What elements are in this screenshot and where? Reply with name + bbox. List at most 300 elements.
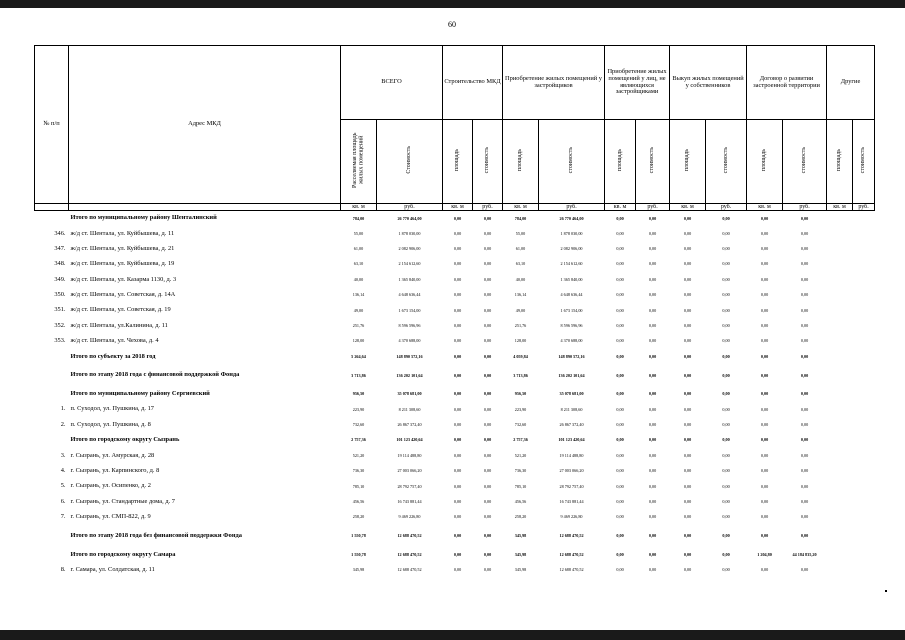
row-address: г. Сызрань, ул. Осипенко, д. 2 (70, 482, 151, 490)
row-value: 0,00 (648, 246, 657, 252)
row-value: 0,00 (616, 468, 624, 474)
row-value: 0,00 (648, 353, 657, 359)
row-value: 0,00 (453, 323, 462, 329)
row-address: ж/д ст. Шентала, ул. Куйбышева, д. 11 (70, 229, 175, 237)
unit-label: кв. м (670, 204, 706, 211)
row-value: 0,00 (453, 372, 462, 378)
unit-label: кв. м (443, 204, 473, 211)
row-value: 0,00 (683, 353, 692, 359)
row-value: 0,00 (760, 307, 769, 313)
row-value: 3 713,86 (351, 372, 366, 378)
row-value: 136 202 101,64 (396, 372, 423, 378)
row-number (35, 365, 69, 387)
row-value: 0,00 (683, 323, 692, 329)
row-value-empty (827, 226, 853, 241)
page-number: 60 (448, 20, 456, 29)
row-value: 0,00 (453, 514, 462, 520)
table-total-row (35, 525, 875, 547)
row-value: 0,00 (616, 391, 624, 397)
row-number: 3. (60, 451, 66, 459)
row-value: 12 688 470,52 (397, 567, 422, 573)
row-value: 0,00 (453, 276, 462, 282)
row-value: 0,00 (483, 391, 492, 397)
subcol-label: площадь (454, 149, 461, 172)
row-value: 0,00 (453, 215, 462, 221)
row-value: 0,00 (616, 483, 624, 489)
row-value-empty (853, 417, 875, 432)
row-value: 0,00 (760, 452, 769, 458)
row-value: 8 596 596,96 (560, 323, 583, 329)
row-value: 0,00 (453, 261, 462, 267)
row-value: 0,00 (616, 353, 624, 359)
row-number: 1. (60, 405, 66, 413)
row-value: 0,00 (453, 452, 462, 458)
row-value: 0,00 (616, 215, 624, 221)
row-value: 345,98 (514, 551, 527, 557)
row-value: 0,00 (722, 533, 730, 539)
row-value: 0,00 (760, 372, 769, 378)
row-value: 0,00 (483, 353, 492, 359)
row-value: 0,00 (648, 567, 657, 573)
subcol-label: стоимость (649, 146, 656, 174)
row-number: 6. (60, 497, 66, 505)
row-value: 0,00 (453, 498, 462, 504)
row-value: 0,00 (800, 230, 809, 236)
row-value: 0,00 (683, 372, 692, 378)
row-value-empty (827, 211, 853, 226)
row-value: 63,10 (515, 261, 526, 267)
row-value: 0,00 (760, 421, 769, 427)
row-value: 0,00 (800, 406, 809, 412)
row-value: 136,14 (352, 292, 365, 298)
row-value: 1 365 840,00 (398, 276, 421, 282)
row-value: 49,00 (515, 307, 526, 313)
row-address: п. Суходол, ул. Пушкина, д. 8 (70, 420, 151, 428)
row-address: ж/д ст. Шентала, ул.Калинина, д. 11 (70, 321, 168, 329)
row-value-empty (827, 547, 853, 562)
row-value: 0,00 (453, 406, 462, 412)
row-value: 0,00 (722, 276, 730, 282)
row-value: 0,00 (648, 468, 657, 474)
col-number-header: № п/п (35, 46, 69, 204)
group-header-other: Другие (827, 46, 875, 120)
row-value: 732,60 (514, 421, 527, 427)
table-row (35, 448, 875, 463)
unit-label: руб. (539, 204, 605, 211)
subcol-label: Стоимость (406, 146, 413, 174)
row-value: 0,00 (483, 452, 492, 458)
row-value-empty (853, 257, 875, 272)
row-value: 0,00 (648, 452, 657, 458)
row-value: 0,00 (483, 261, 492, 267)
subcol-label: стоимость (860, 146, 867, 174)
row-value: 0,00 (760, 437, 769, 443)
row-value: 0,00 (722, 421, 730, 427)
row-number: 4. (60, 466, 66, 474)
table-row (35, 402, 875, 417)
row-value: 0,00 (760, 338, 769, 344)
row-value-empty (853, 288, 875, 303)
row-value: 1 673 154,00 (398, 307, 421, 313)
row-value: 0,00 (760, 533, 769, 539)
row-value: 136,14 (514, 292, 527, 298)
row-value: 0,00 (616, 498, 624, 504)
row-value-empty (827, 349, 853, 364)
row-value: 0,00 (648, 498, 657, 504)
subcol-label: площадь (517, 149, 524, 172)
row-value: 258,20 (352, 514, 365, 520)
row-value: 456,56 (514, 498, 527, 504)
row-value: 0,00 (483, 483, 492, 489)
table-row (35, 242, 875, 257)
subcol-header (443, 120, 473, 204)
row-value: 0,00 (648, 551, 657, 557)
row-value: 0,00 (483, 323, 492, 329)
row-value-empty (827, 365, 853, 387)
row-value: 8 211 308,60 (560, 406, 583, 412)
row-value: 0,00 (760, 483, 769, 489)
row-value: 732,60 (352, 421, 365, 427)
row-value: 0,00 (722, 323, 730, 329)
table-total-row (35, 365, 875, 387)
row-value: 61,00 (353, 246, 364, 252)
row-value-empty (827, 448, 853, 463)
row-value: 4 370 688,00 (560, 338, 583, 344)
row-address: г. Сызрань, ул. Стандартные дома, д. 7 (70, 497, 175, 505)
row-value-empty (853, 464, 875, 479)
row-value: 26 867 372,40 (559, 421, 584, 427)
table-row (35, 272, 875, 287)
row-value: 0,00 (483, 567, 492, 573)
row-value-empty (853, 242, 875, 257)
row-value: 0,00 (800, 452, 809, 458)
row-address: г. Сызрань, ул. Карпинского, д. 8 (70, 466, 160, 474)
row-value: 1 365 840,00 (560, 276, 583, 282)
row-value: 251,76 (514, 323, 527, 329)
row-value: 0,00 (453, 391, 462, 397)
subcol-header (473, 120, 503, 204)
table-row (35, 464, 875, 479)
row-address: Итого по субъекту за 2018 год (70, 352, 156, 360)
row-value: 0,00 (483, 292, 492, 298)
table-row (35, 257, 875, 272)
row-value: 521,20 (514, 452, 527, 458)
row-value: 0,00 (760, 215, 769, 221)
row-value: 0,00 (616, 230, 624, 236)
unit-label: кв. м (605, 204, 636, 211)
row-value: 345,98 (514, 533, 527, 539)
table-row (35, 334, 875, 349)
row-value: 0,00 (800, 483, 809, 489)
unit-spacer (35, 204, 69, 211)
row-address: п. Суходол, ул. Пушкина, д. 17 (70, 405, 154, 413)
row-value: 736,30 (352, 468, 365, 474)
row-value: 456,56 (352, 498, 365, 504)
unit-spacer (69, 204, 341, 211)
row-value: 0,00 (453, 338, 462, 344)
row-value-empty (827, 494, 853, 509)
row-value: 0,00 (722, 307, 730, 313)
row-value: 0,00 (616, 406, 624, 412)
table-row (35, 494, 875, 509)
row-address: Итого по муниципальному району Сергиевский (70, 390, 210, 398)
row-value: 0,00 (648, 215, 657, 221)
row-value-empty (853, 563, 875, 578)
row-value-empty (827, 479, 853, 494)
row-value: 0,00 (722, 437, 730, 443)
row-value: 0,00 (648, 406, 657, 412)
subcol-label: площадь (761, 149, 768, 172)
subcol-header (377, 120, 443, 204)
row-value: 0,00 (760, 514, 769, 520)
table-header (35, 46, 875, 211)
row-value: 1 550,78 (351, 551, 366, 557)
row-value: 0,00 (616, 292, 624, 298)
row-value-empty (853, 402, 875, 417)
row-number: 350. (54, 291, 66, 299)
table-row (35, 479, 875, 494)
col-address-header: Адрес МКД (69, 46, 341, 204)
row-value: 0,00 (722, 261, 730, 267)
row-value: 148 890 572,16 (396, 353, 423, 359)
subcol-header (670, 120, 706, 204)
row-value: 251,76 (352, 323, 365, 329)
bottom-border-bar (0, 630, 905, 640)
row-value: 736,30 (514, 468, 527, 474)
row-value: 27 003 066,20 (397, 468, 422, 474)
row-value-empty (827, 303, 853, 318)
row-value: 61,00 (515, 246, 526, 252)
row-value-empty (827, 464, 853, 479)
row-value: 0,00 (722, 406, 730, 412)
subcol-header (853, 120, 875, 204)
row-value: 0,00 (453, 468, 462, 474)
unit-label: руб. (783, 204, 827, 211)
row-value: 0,00 (616, 567, 624, 573)
row-value: 223,90 (352, 406, 365, 412)
row-value: 0,00 (683, 498, 692, 504)
row-value: 0,00 (683, 514, 692, 520)
row-value-empty (853, 433, 875, 448)
table-row (35, 510, 875, 525)
subcol-header (605, 120, 636, 204)
row-value: 0,00 (683, 483, 692, 489)
row-value: 0,00 (722, 567, 730, 573)
row-value: 0,00 (800, 338, 809, 344)
row-number (35, 547, 69, 562)
row-value: 0,00 (483, 406, 492, 412)
row-value: 0,00 (453, 307, 462, 313)
row-value: 0,00 (683, 567, 692, 573)
row-value-empty (827, 563, 853, 578)
row-value: 0,00 (616, 551, 624, 557)
row-value: 0,00 (483, 514, 492, 520)
row-address: ж/д ст. Шентала, ул. Куйбышева, д. 21 (70, 244, 175, 252)
subcol-header (706, 120, 747, 204)
row-number (35, 433, 69, 448)
row-value: 40,00 (353, 276, 364, 282)
row-value-empty (853, 547, 875, 562)
subcol-header (503, 120, 539, 204)
row-value: 0,00 (483, 246, 492, 252)
row-value: 0,00 (683, 551, 692, 557)
row-value: 521,20 (352, 452, 365, 458)
row-value: 0,00 (683, 261, 692, 267)
table-row (35, 563, 875, 578)
row-address: г. Самара, ул. Солдатская, д. 11 (70, 565, 155, 573)
row-value: 0,00 (800, 437, 809, 443)
row-value: 0,00 (683, 391, 692, 397)
row-value: 0,00 (648, 372, 657, 378)
group-header-construction: Строительство МКД (443, 46, 503, 120)
row-value-empty (853, 479, 875, 494)
row-value: 0,00 (800, 391, 809, 397)
row-value: 0,00 (800, 498, 809, 504)
row-value: 0,00 (760, 498, 769, 504)
row-value: 4 648 636,44 (560, 292, 583, 298)
row-value: 0,00 (722, 292, 730, 298)
row-value-empty (853, 349, 875, 364)
row-value: 0,00 (648, 261, 657, 267)
row-value: 0,00 (616, 421, 624, 427)
row-value: 49,00 (353, 307, 364, 313)
row-value: 35 078 681,00 (397, 391, 422, 397)
row-value-empty (827, 402, 853, 417)
row-value: 55,00 (353, 230, 364, 236)
table-row (35, 288, 875, 303)
row-value: 0,00 (800, 276, 809, 282)
row-value: 785,10 (514, 483, 527, 489)
row-value: 0,00 (722, 230, 730, 236)
row-value: 0,00 (483, 230, 492, 236)
subcol-label: стоимость (568, 146, 575, 174)
row-value-empty (853, 494, 875, 509)
row-value-empty (853, 272, 875, 287)
top-border-bar (0, 0, 905, 8)
unit-label: кв. м (503, 204, 539, 211)
row-value: 0,00 (453, 567, 462, 573)
row-value: 16 743 881,44 (397, 498, 422, 504)
row-value: 0,00 (760, 406, 769, 412)
row-value: 0,00 (616, 514, 624, 520)
row-value: 9 469 226,80 (398, 514, 421, 520)
row-value: 0,00 (648, 514, 657, 520)
row-number: 5. (60, 482, 66, 490)
row-value: 12 688 470,52 (559, 567, 584, 573)
row-value: 26 770 464,00 (397, 215, 422, 221)
row-value: 0,00 (722, 372, 730, 378)
row-value: 0,00 (683, 215, 692, 221)
unit-label: руб. (636, 204, 670, 211)
table-total-row (35, 433, 875, 448)
row-address: Итого по городскому округу Самара (70, 550, 176, 558)
row-value: 4 059,84 (513, 353, 528, 359)
row-number: 7. (60, 513, 66, 521)
row-value: 0,00 (453, 246, 462, 252)
row-value: 148 890 572,16 (558, 353, 585, 359)
row-number: 2. (60, 420, 66, 428)
row-value-empty (827, 433, 853, 448)
row-value: 4 370 688,00 (398, 338, 421, 344)
row-value: 0,00 (683, 468, 692, 474)
row-value: 0,00 (760, 353, 769, 359)
row-value: 1 878 030,00 (398, 230, 421, 236)
table-body (35, 211, 875, 578)
row-value: 0,00 (683, 533, 692, 539)
table-total-row (35, 387, 875, 402)
row-value: 0,00 (648, 323, 657, 329)
subcol-label: площадь (836, 149, 843, 172)
row-value: 0,00 (760, 391, 769, 397)
row-value-empty (853, 525, 875, 547)
scan-speck (885, 590, 887, 592)
row-value: 784,00 (352, 215, 365, 221)
row-value: 0,00 (800, 246, 809, 252)
unit-label: кв. м (747, 204, 783, 211)
row-value: 0,00 (683, 276, 692, 282)
row-value: 1 878 030,00 (560, 230, 583, 236)
row-value: 0,00 (722, 391, 730, 397)
row-value: 2 154 612,60 (560, 261, 583, 267)
row-value-empty (853, 448, 875, 463)
row-value-empty (853, 319, 875, 334)
row-value: 8 596 596,96 (398, 323, 421, 329)
row-value: 19 114 488,80 (559, 452, 584, 458)
row-value: 128,00 (514, 338, 527, 344)
row-value: 0,00 (760, 230, 769, 236)
row-value-empty (853, 334, 875, 349)
row-value: 0,00 (800, 372, 809, 378)
row-number: 353. (54, 337, 66, 345)
row-value-empty (827, 288, 853, 303)
row-value: 0,00 (760, 468, 769, 474)
row-value: 0,00 (616, 372, 624, 378)
row-value: 35 078 681,00 (559, 391, 584, 397)
row-value: 63,10 (353, 261, 364, 267)
row-value: 0,00 (453, 230, 462, 236)
row-value-empty (827, 417, 853, 432)
row-value: 0,00 (616, 533, 624, 539)
row-value: 0,00 (453, 437, 462, 443)
row-value: 0,00 (683, 452, 692, 458)
row-value: 19 114 488,80 (397, 452, 422, 458)
row-number: 352. (54, 321, 66, 329)
row-value: 956,50 (352, 391, 365, 397)
row-value: 0,00 (616, 261, 624, 267)
row-value: 258,20 (514, 514, 527, 520)
row-value: 0,00 (800, 514, 809, 520)
subcol-header (827, 120, 853, 204)
row-value: 0,00 (722, 483, 730, 489)
table-row (35, 226, 875, 241)
row-value: 0,00 (648, 391, 657, 397)
row-value: 0,00 (648, 292, 657, 298)
row-value: 2 154 612,60 (398, 261, 421, 267)
row-number: 8. (60, 565, 66, 573)
row-value: 0,00 (648, 230, 657, 236)
row-value: 2 082 906,00 (560, 246, 583, 252)
row-number (35, 387, 69, 402)
row-value: 0,00 (800, 468, 809, 474)
table-total-row (35, 547, 875, 562)
row-address: ж/д ст. Шентала, ул. Чехова, д. 4 (70, 337, 159, 345)
row-value: 0,00 (800, 533, 809, 539)
group-header-purchase-non-developers: Приобретение жилых помещений у лиц, не являющихся застройщиками (605, 46, 670, 120)
row-value: 0,00 (683, 421, 692, 427)
row-value: 0,00 (648, 437, 657, 443)
row-value: 0,00 (483, 372, 492, 378)
row-value: 12 688 470,52 (397, 551, 422, 557)
